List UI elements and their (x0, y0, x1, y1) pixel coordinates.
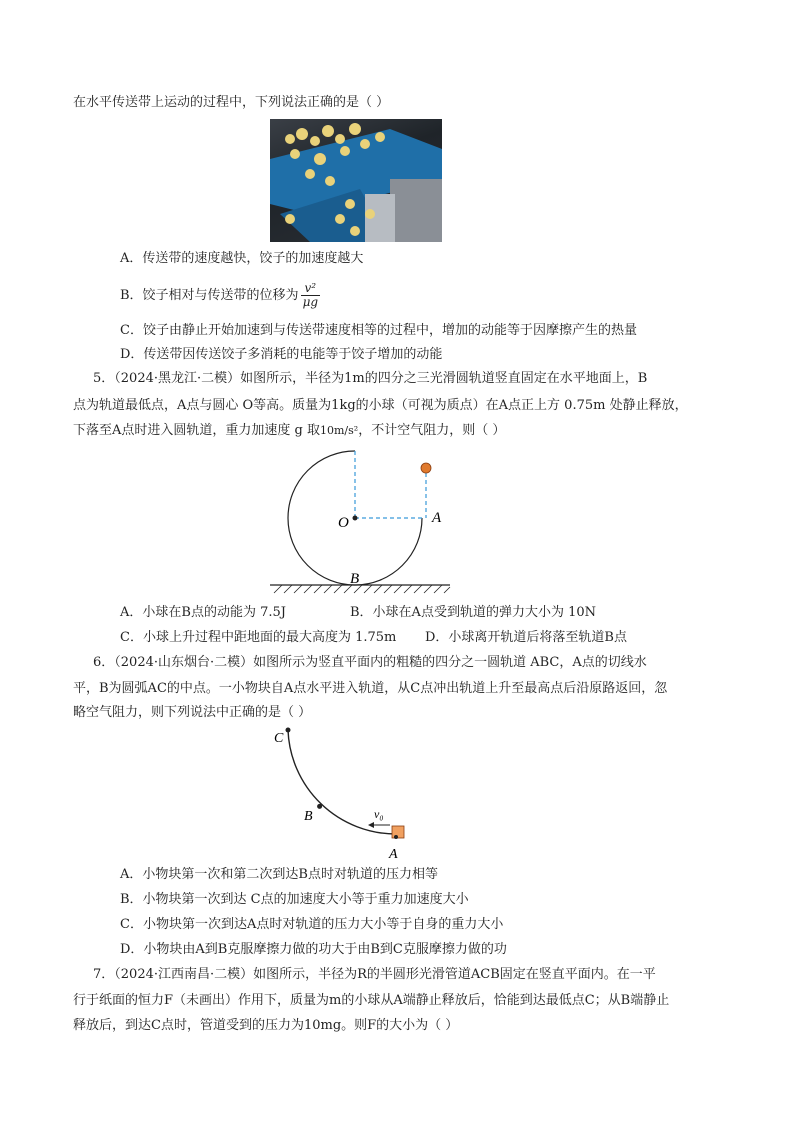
label-b: B (304, 809, 313, 824)
q5-stem-line-3: 下落至A点时进入圆轨道，重力加速度 g 取10m/s²，不计空气阻力，则（ ） (73, 423, 506, 438)
dumpling-conveyor-photo (270, 119, 442, 242)
block (392, 826, 404, 838)
q5-option-c: C．小球上升过程中距地面的最大高度为 1.75m (120, 630, 397, 645)
ball (421, 463, 431, 473)
q6-option-a: A．小物块第一次和第二次到达B点时对轨道的压力相等 (120, 867, 438, 882)
q4-option-a: A．传送带的速度越快，饺子的加速度越大 (120, 251, 364, 266)
point-c (286, 728, 291, 733)
question-4-stem: 在水平传送带上运动的过程中，下列说法正确的是（ ） (73, 95, 390, 110)
label-b: B (350, 571, 360, 587)
fraction: $\frac{\text{v²}}{\mu g}$ (302, 281, 319, 309)
q6-option-d: D．小物块由A到B克服摩擦力做的功大于由B到C克服摩擦力做的功 (120, 942, 507, 957)
label-c: C (274, 731, 284, 746)
q4-option-c: C．饺子由静止开始加速到与传送带速度相等的过程中，增加的动能等于因摩擦产生的热量 (120, 323, 637, 338)
q7-stem-line-2: 行于纸面的恒力F（未画出）作用下，质量为m的小球从A端静止释放后，恰能到达最低点C；从B端静止 (73, 993, 670, 1008)
q5-stem-line-2: 点为轨道最低点，A点与圆心 O等高。质量为1kg的小球（可视为质点）在A点正上方 0.75m 处静止释放， (73, 398, 688, 413)
q6-stem-line-3: 略空气阻力，则下列说法中正确的是（ ） (73, 705, 312, 720)
q6-option-b: B．小物块第一次到达 C点的加速度大小等于重力加速度大小 (120, 892, 469, 907)
label-o: O (338, 515, 349, 531)
point-b (317, 804, 322, 809)
q5-circular-track-figure (260, 445, 460, 595)
q5-option-b: B．小球在A点受到轨道的弹力大小为 10N (350, 605, 596, 620)
q6-option-c: C．小物块第一次到达A点时对轨道的压力大小等于自身的重力大小 (120, 917, 504, 932)
q6-stem-line-2: 平，B为圆弧AC的中点。一小物块自A点水平进入轨道，从C点冲出轨道上升至最高点后沿原路返回，忽 (73, 681, 668, 696)
label-a: A (389, 847, 398, 862)
q4-option-d: D．传送带因传送饺子多消耗的电能等于饺子增加的动能 (120, 347, 443, 362)
q5-option-d: D．小球离开轨道后将落至轨道B点 (425, 630, 627, 645)
center-point (353, 516, 358, 521)
q5-stem-line-1: 5．（2024·黑龙江·二模）如图所示，半径为1m的四分之三光滑圆轨道竖直固定在水平地面上，B (93, 371, 648, 386)
label-a: A (432, 510, 442, 526)
q6-stem-line-1: 6．（2024·山东烟台·二模）如图所示为竖直平面内的粗糙的四分之一圆轨道 ABC，A点的切线水 (93, 655, 647, 670)
q6-quarter-track-figure (262, 722, 422, 862)
q5-option-a: A．小球在B点的动能为 7.5J (120, 605, 286, 620)
q7-stem-line-3: 释放后，到达C点时，管道受到的压力为10mg。则F的大小为（ ） (73, 1018, 459, 1033)
arrow-head (368, 822, 374, 828)
q4-option-b: B．饺子相对与传送带的位移为 $\frac{\text{v²}}{\mu g}$ (120, 281, 319, 309)
point-a (394, 835, 398, 839)
ground-hatching (274, 585, 450, 593)
label-v0: v₀ (374, 807, 384, 821)
q7-stem-line-1: 7．（2024·江西南昌·二模）如图所示，半径为R的半圆形光滑管道ACB固定在竖直平面内。在一平 (93, 967, 656, 982)
